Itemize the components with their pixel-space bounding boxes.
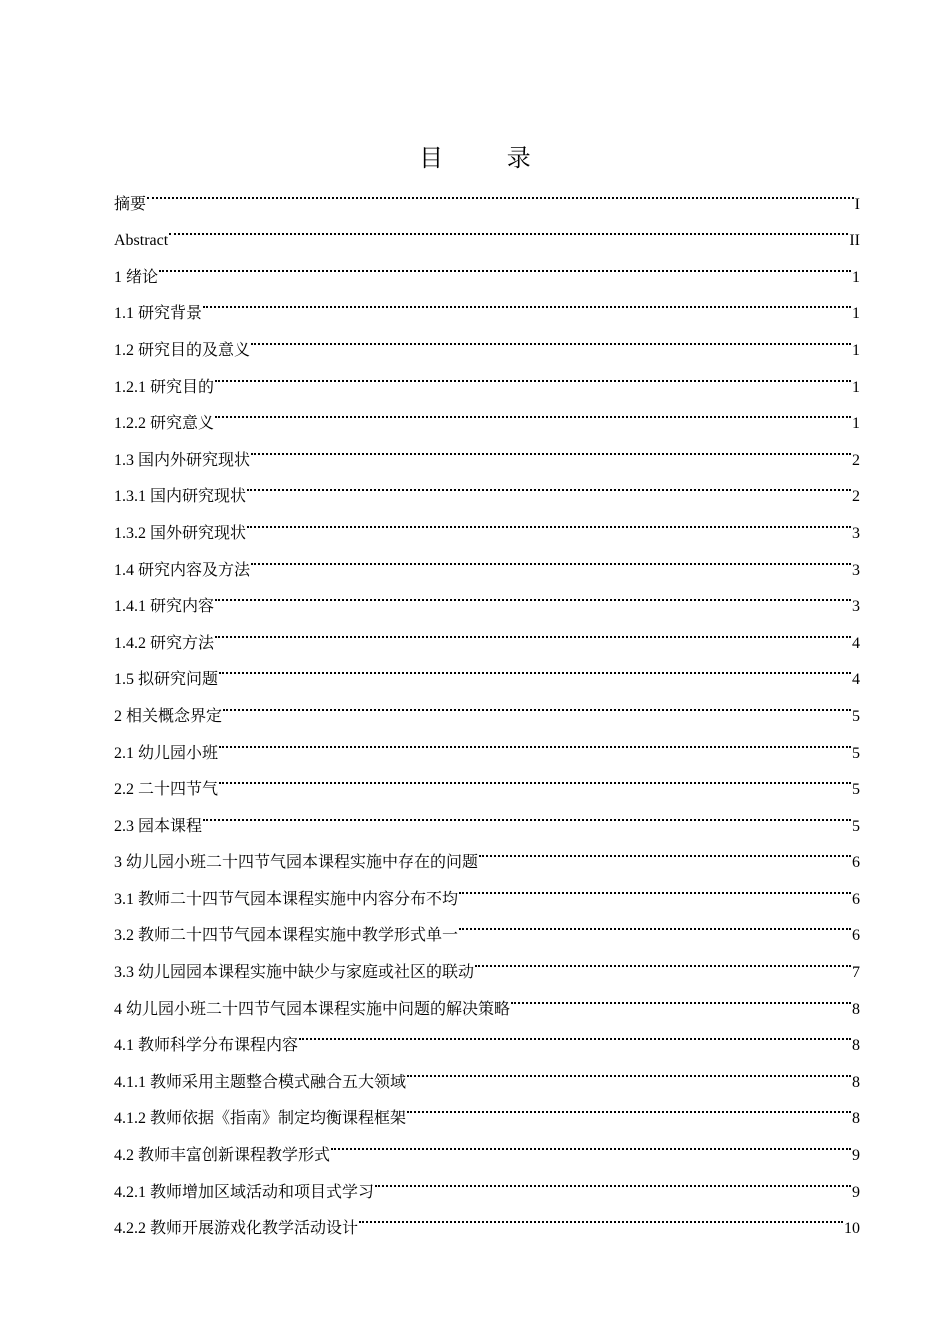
toc-entry-label: 1.3 国内外研究现状	[114, 451, 251, 469]
toc-dot-leader	[331, 1123, 851, 1160]
toc-entry[interactable]	[114, 282, 860, 323]
toc-dot-leader	[215, 575, 851, 612]
toc-dot-leader	[219, 758, 851, 795]
toc-entry-page-number: 3	[852, 524, 860, 542]
toc-entry-label: 1.3.1 国内研究现状	[114, 488, 247, 506]
toc-entry[interactable]	[114, 172, 860, 213]
toc-dot-leader	[479, 831, 851, 868]
toc-entry-page-number: 1	[852, 341, 860, 359]
toc-dot-leader	[407, 1087, 851, 1124]
toc-entry[interactable]	[114, 721, 860, 762]
toc-dot-leader	[251, 318, 851, 355]
toc-entry-label: 1.2.2 研究意义	[114, 415, 215, 433]
toc-entry-page-number: 9	[852, 1147, 860, 1165]
toc-entry-label: 4.1 教师科学分布课程内容	[114, 1037, 299, 1055]
toc-entry-label: 3.2 教师二十四节气园本课程实施中教学形式单一	[114, 927, 459, 945]
toc-entry-page-number: 6	[852, 854, 860, 872]
toc-entry-label: 1 绪论	[114, 268, 159, 286]
toc-entry-label: 2.2 二十四节气	[114, 781, 219, 799]
toc-entry-page-number: 6	[852, 927, 860, 945]
toc-entry-page-number: 1	[852, 415, 860, 433]
toc-entry-label: 3.3 幼儿园园本课程实施中缺少与家庭或社区的联动	[114, 964, 475, 982]
toc-entry-label: 1.5 拟研究问题	[114, 671, 219, 689]
toc-dot-leader	[375, 1160, 851, 1197]
toc-dot-leader	[215, 392, 851, 429]
toc-entry-page-number: 5	[852, 707, 860, 725]
toc-entry-label: 4.1.1 教师采用主题整合模式融合五大领域	[114, 1073, 407, 1091]
toc-title: 目 录	[419, 144, 559, 173]
toc-entry-page-number: 8	[852, 1110, 860, 1128]
toc-dot-leader	[159, 245, 851, 282]
toc-entry[interactable]	[114, 209, 860, 250]
toc-entry-label: 4.2.2 教师开展游戏化教学活动设计	[114, 1220, 359, 1238]
toc-dot-leader	[247, 465, 851, 502]
toc-dot-leader	[459, 904, 851, 941]
toc-entry-label: 1.2 研究目的及意义	[114, 341, 251, 359]
toc-entry[interactable]	[114, 611, 860, 652]
toc-entry-page-number: 4	[852, 634, 860, 652]
toc-entry-label: 1.1 研究背景	[114, 305, 203, 323]
toc-entry-label: 4 幼儿园小班二十四节气园本课程实施中问题的解决策略	[114, 1000, 511, 1018]
toc-entry-label: 4.2.1 教师增加区域活动和项目式学习	[114, 1183, 375, 1201]
toc-entry-page-number: 8	[852, 1000, 860, 1018]
toc-entry-label: Abstract	[114, 232, 169, 250]
toc-entry-label: 3.1 教师二十四节气园本课程实施中内容分布不均	[114, 890, 459, 908]
toc-entry-page-number: 6	[852, 890, 860, 908]
toc-dot-leader	[251, 428, 851, 465]
toc-entry-label: 4.1.2 教师依据《指南》制定均衡课程框架	[114, 1110, 407, 1128]
toc-dot-leader	[407, 1050, 851, 1087]
toc-entry-label: 2.3 园本课程	[114, 817, 203, 835]
toc-entry-page-number: 5	[852, 781, 860, 799]
toc-dot-leader	[251, 538, 851, 575]
toc-entry[interactable]	[114, 684, 860, 725]
toc-entry-label: 4.2 教师丰富创新课程教学形式	[114, 1147, 331, 1165]
toc-entry[interactable]	[114, 831, 860, 872]
toc-dot-leader	[247, 501, 851, 538]
toc-dot-leader	[147, 172, 854, 209]
toc-entry-page-number: 2	[852, 488, 860, 506]
toc-entry[interactable]	[114, 648, 860, 689]
toc-entry[interactable]	[114, 758, 860, 799]
toc-dot-leader	[459, 867, 851, 904]
toc-entry-label: 3 幼儿园小班二十四节气园本课程实施中存在的问题	[114, 854, 479, 872]
toc-entry[interactable]	[114, 355, 860, 396]
toc-entry-page-number: 1	[852, 378, 860, 396]
toc-entry-page-number: 5	[852, 744, 860, 762]
toc-entry[interactable]	[114, 794, 860, 835]
toc-entry[interactable]	[114, 575, 860, 616]
toc-entry-page-number: II	[849, 232, 860, 250]
toc-entry-label: 2 相关概念界定	[114, 707, 223, 725]
toc-dot-leader	[203, 282, 851, 319]
toc-entry-page-number: 9	[852, 1183, 860, 1201]
toc-entry-page-number: I	[854, 195, 860, 213]
toc-entry[interactable]	[114, 318, 860, 359]
toc-entry-label: 1.4.1 研究内容	[114, 598, 215, 616]
toc-entry[interactable]	[114, 245, 860, 286]
toc-dot-leader	[215, 355, 851, 392]
toc-entry-page-number: 8	[852, 1073, 860, 1091]
toc-entry-page-number: 3	[852, 561, 860, 579]
toc-dot-leader	[359, 1197, 843, 1234]
toc-entry-label: 2.1 幼儿园小班	[114, 744, 219, 762]
toc-entry[interactable]	[114, 428, 860, 469]
toc-entry-page-number: 5	[852, 817, 860, 835]
toc-entry-page-number: 1	[852, 268, 860, 286]
toc-entry-page-number: 10	[844, 1220, 860, 1238]
toc-entry[interactable]	[114, 392, 860, 433]
toc-dot-leader	[219, 648, 851, 685]
toc-entry-label: 1.3.2 国外研究现状	[114, 524, 247, 542]
toc-entry-label: 1.4.2 研究方法	[114, 634, 215, 652]
toc-entry-page-number: 7	[852, 964, 860, 982]
toc-dot-leader	[299, 1014, 851, 1051]
toc-entry-page-number: 4	[852, 671, 860, 689]
toc-entry-page-number: 2	[852, 451, 860, 469]
toc-dot-leader	[169, 209, 848, 246]
toc-entry-page-number: 1	[852, 305, 860, 323]
toc-dot-leader	[203, 794, 851, 831]
toc-entry-label: 1.4 研究内容及方法	[114, 561, 251, 579]
toc-entry-page-number: 3	[852, 598, 860, 616]
toc-entry-page-number: 8	[852, 1037, 860, 1055]
toc-dot-leader	[219, 721, 851, 758]
toc-dot-leader	[223, 684, 851, 721]
toc-dot-leader	[511, 977, 851, 1014]
toc-entry-label: 1.2.1 研究目的	[114, 378, 215, 396]
toc-entry-label: 摘要	[114, 195, 147, 213]
toc-list	[114, 172, 860, 1238]
toc-dot-leader	[215, 611, 851, 648]
toc-dot-leader	[475, 940, 851, 977]
